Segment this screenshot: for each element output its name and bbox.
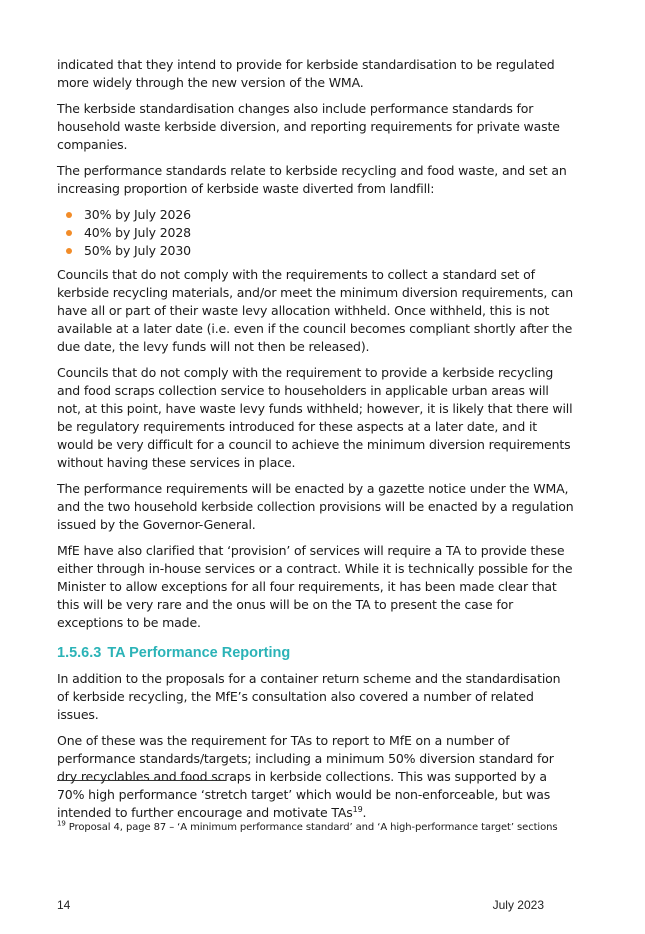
list-item-text: 30% by July 2026 [84, 207, 191, 222]
section-title: TA Performance Reporting [107, 645, 291, 661]
footnote-separator [57, 780, 226, 781]
bullet-icon [66, 212, 72, 218]
footnote-marker: 19 [57, 819, 66, 828]
footnote [57, 821, 587, 835]
paragraph: MfE have also clarified that ‘provision’ of services will require a TA to provide these either through in-house services or a contract. While it is technically possible for the Minister to allow exceptions for all four requirements, it has been made clear that this will be very rare and the onus will be on the TA to present the case for exceptions to be made. [57, 543, 573, 630]
list-item [57, 206, 575, 224]
section-heading [57, 644, 575, 662]
document-body [57, 56, 575, 830]
paragraph: indicated that they intend to provide for kerbside standardisation to be regulated more widely through the new version of the WMA. [57, 57, 555, 90]
target-list [57, 206, 575, 260]
bullet-icon [66, 230, 72, 236]
paragraph-text: One of these was the requirement for TAs to report to MfE on a number of performance standards/targets; including a minimum 50% diversion standard for dry recyclables and food scraps in kerbside collections. This was supported by a 70% high performance ‘stretch target’ which would be non-enforceable, but was intended to further encourage and motivate TAs [57, 733, 554, 820]
list-item-text: 50% by July 2030 [84, 243, 191, 258]
paragraph: The kerbside standardisation changes also include performance standards for household waste kerbside diversion, and reporting requirements for private waste companies. [57, 101, 560, 152]
bullet-icon [66, 248, 72, 254]
paragraph [57, 732, 575, 822]
paragraph-end: . [362, 805, 367, 820]
list-item [57, 224, 575, 242]
paragraph: In addition to the proposals for a container return scheme and the standardisation of kerbside recycling, the MfE’s consultation also covered a number of related issues. [57, 671, 561, 722]
page-number: 14 [57, 898, 71, 912]
paragraph: Councils that do not comply with the requirements to collect a standard set of kerbside recycling materials, and/or meet the minimum diversion requirements, can have all or part of their waste levy allocation withheld. Once withheld, this is not available at a later date (i.e. even if the council becomes compliant shortly after the due date, the levy funds will not then be released). [57, 267, 574, 354]
list-item-text: 40% by July 2028 [84, 225, 191, 240]
section-number: 1.5.6.3 [57, 645, 102, 661]
paragraph: The performance standards relate to kerbside recycling and food waste, and set an increasing proportion of kerbside waste diverted from landfill: [57, 163, 567, 196]
paragraph: The performance requirements will be enacted by a gazette notice under the WMA, and the two household kerbside collection provisions will be enacted by a regulation issued by the Governor-General. [57, 481, 574, 532]
paragraph: Councils that do not comply with the requirement to provide a kerbside recycling and food scraps collection service to householders in applicable urban areas will not, at this point, have waste levy funds withheld; however, it is likely that there will be regulatory requirements introduced for these aspects at a later date, and it would be very difficult for a council to achieve the minimum diversion requirements without having these services in place. [57, 365, 573, 470]
list-item [57, 242, 575, 260]
footer-date: July 2023 [492, 898, 544, 912]
footnote-text: Proposal 4, page 87 – ‘A minimum performance standard’ and ‘A high-performance target’ sections [65, 822, 558, 833]
footnote-reference[interactable]: 19 [352, 804, 363, 814]
